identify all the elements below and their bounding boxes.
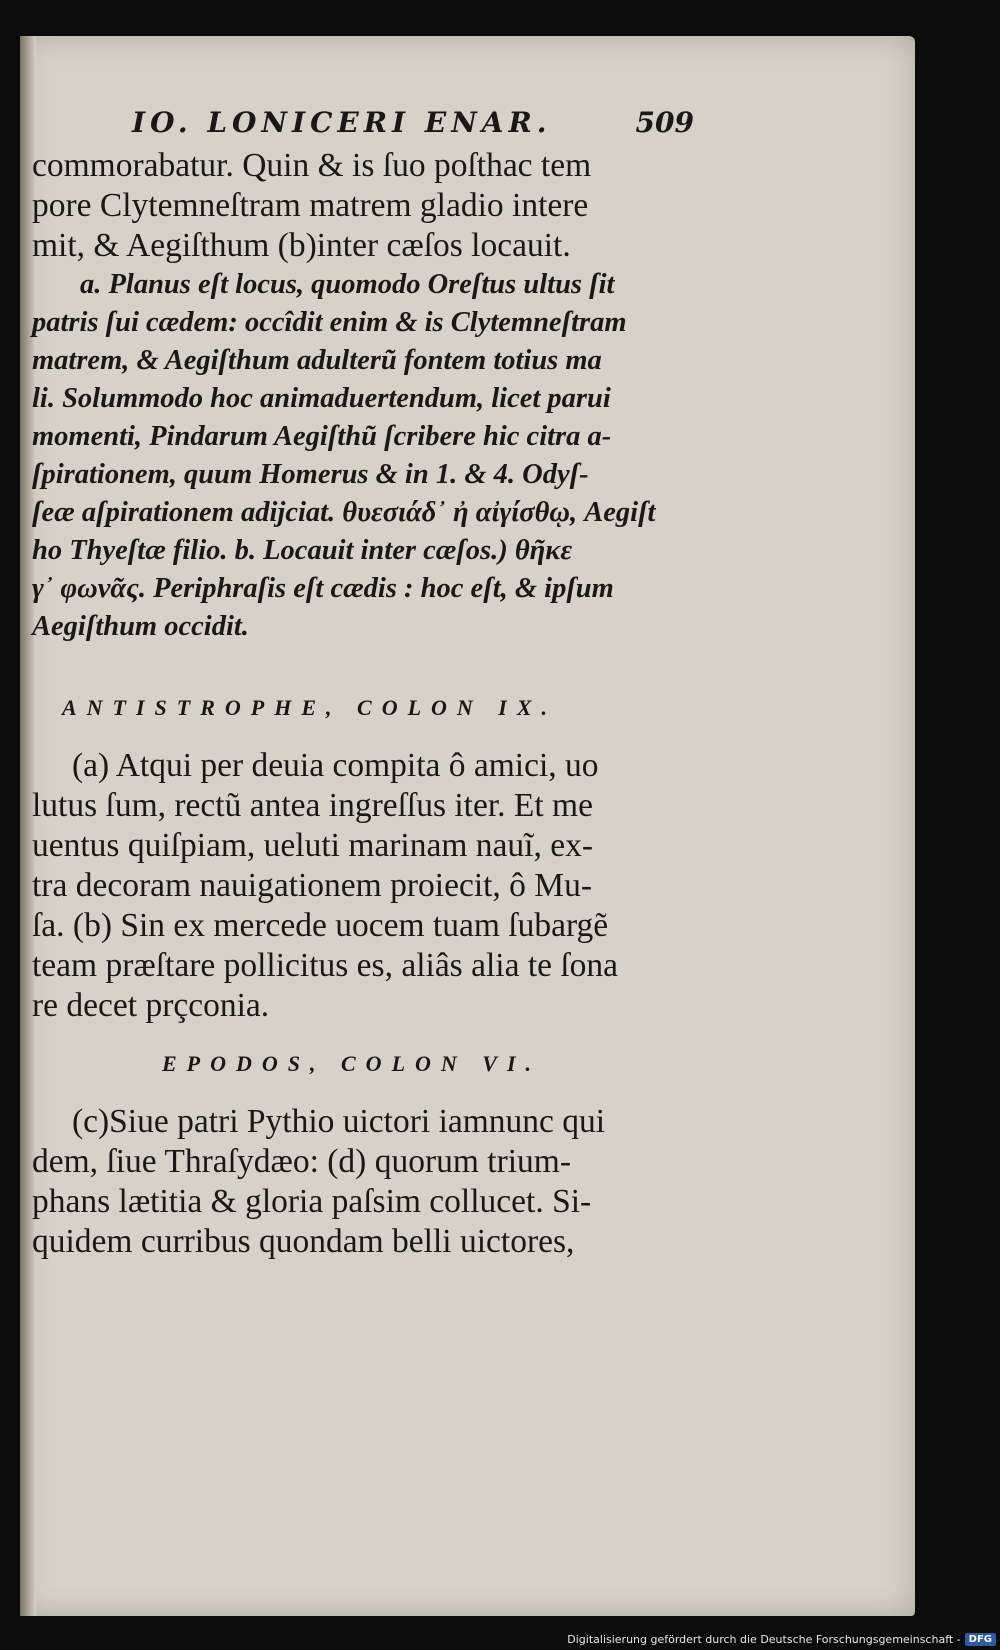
credit-text: Digitalisierung gefördert durch die Deutsche Forschungsgemeinschaft - (567, 1633, 961, 1646)
commentary-line: γ᾽ φωνᾶς. Periphraſis eſt cædis : hoc eſt, & ipſum (32, 573, 614, 604)
section-heading-epodos: EPODOS, COLON VI. (162, 1051, 542, 1076)
body-line: pore Clytemneſtram matrem gladio intere (32, 187, 589, 224)
body-line: (c)Siue patri Pythio uictori iamnunc qui (72, 1103, 606, 1140)
body-line: phans lætitia & gloria paſsim collucet. Si- (32, 1183, 592, 1220)
commentary-line: momenti, Pindarum Aegiſthũ ſcribere hic citra a- (32, 421, 612, 452)
body-line: lutus ſum, rectũ antea ingreſſus iter. Et me (32, 787, 593, 824)
commentary-line: ſpirationem, quum Homerus & in 1. & 4. Odyſ- (32, 459, 589, 490)
body-line: re decet prçconia. (32, 987, 270, 1024)
body-line: ſa. (b) Sin ex mercede uocem tuam ſubargẽ (32, 907, 609, 944)
body-line: dem, ſiue Thraſydæo: (d) quorum trium- (32, 1143, 572, 1180)
body-line: mit, & Aegiſthum (b)inter cæſos locauit. (32, 227, 571, 264)
running-title: IO. LONICERI ENAR. (132, 106, 552, 139)
commentary-line: matrem, & Aegiſthum adulterũ fontem totius ma (32, 345, 602, 376)
commentary-line: a. Planus eſt locus, quomodo Oreſtus ultus ſit (80, 269, 615, 300)
commentary-line: li. Solummodo hoc animaduertendum, licet parui (32, 383, 611, 414)
commentary-line: patris ſui cædem: occîdit enim & is Clytemneſtram (32, 307, 627, 338)
book-page (20, 36, 915, 1616)
body-line: team præſtare pollicitus es, aliâs alia te ſona (32, 947, 619, 984)
section-heading-antistrophe: ANTISTROPHE, COLON IX. (62, 695, 558, 720)
body-line: (a) Atqui per deuia compita ô amici, uo (72, 747, 599, 784)
page-text-block (32, 106, 694, 1262)
commentary-line: ho Thyeſtæ filio. b. Locauit inter cæſos.) θῆκε (32, 535, 573, 566)
commentary-line: ſeæ aſpirationem adijciat. θυεσιάδ᾽ ἠ αἰγίσθῳ, Aegiſt (32, 497, 656, 528)
body-line: commorabatur. Quin & is ſuo poſthac tem (32, 147, 592, 184)
running-head (32, 106, 694, 146)
body-line: quidem curribus quondam belli uictores, (32, 1223, 575, 1260)
page-number: 509 (635, 106, 694, 139)
commentary-line: Aegiſthum occidit. (32, 611, 249, 642)
body-line: uentus quiſpiam, ueluti marinam nauĩ, ex- (32, 827, 593, 864)
body-line: tra decoram nauigationem proiecit, ô Mu- (32, 867, 592, 904)
dfg-logo: DFG (965, 1633, 996, 1646)
digitization-credit (567, 1633, 996, 1646)
